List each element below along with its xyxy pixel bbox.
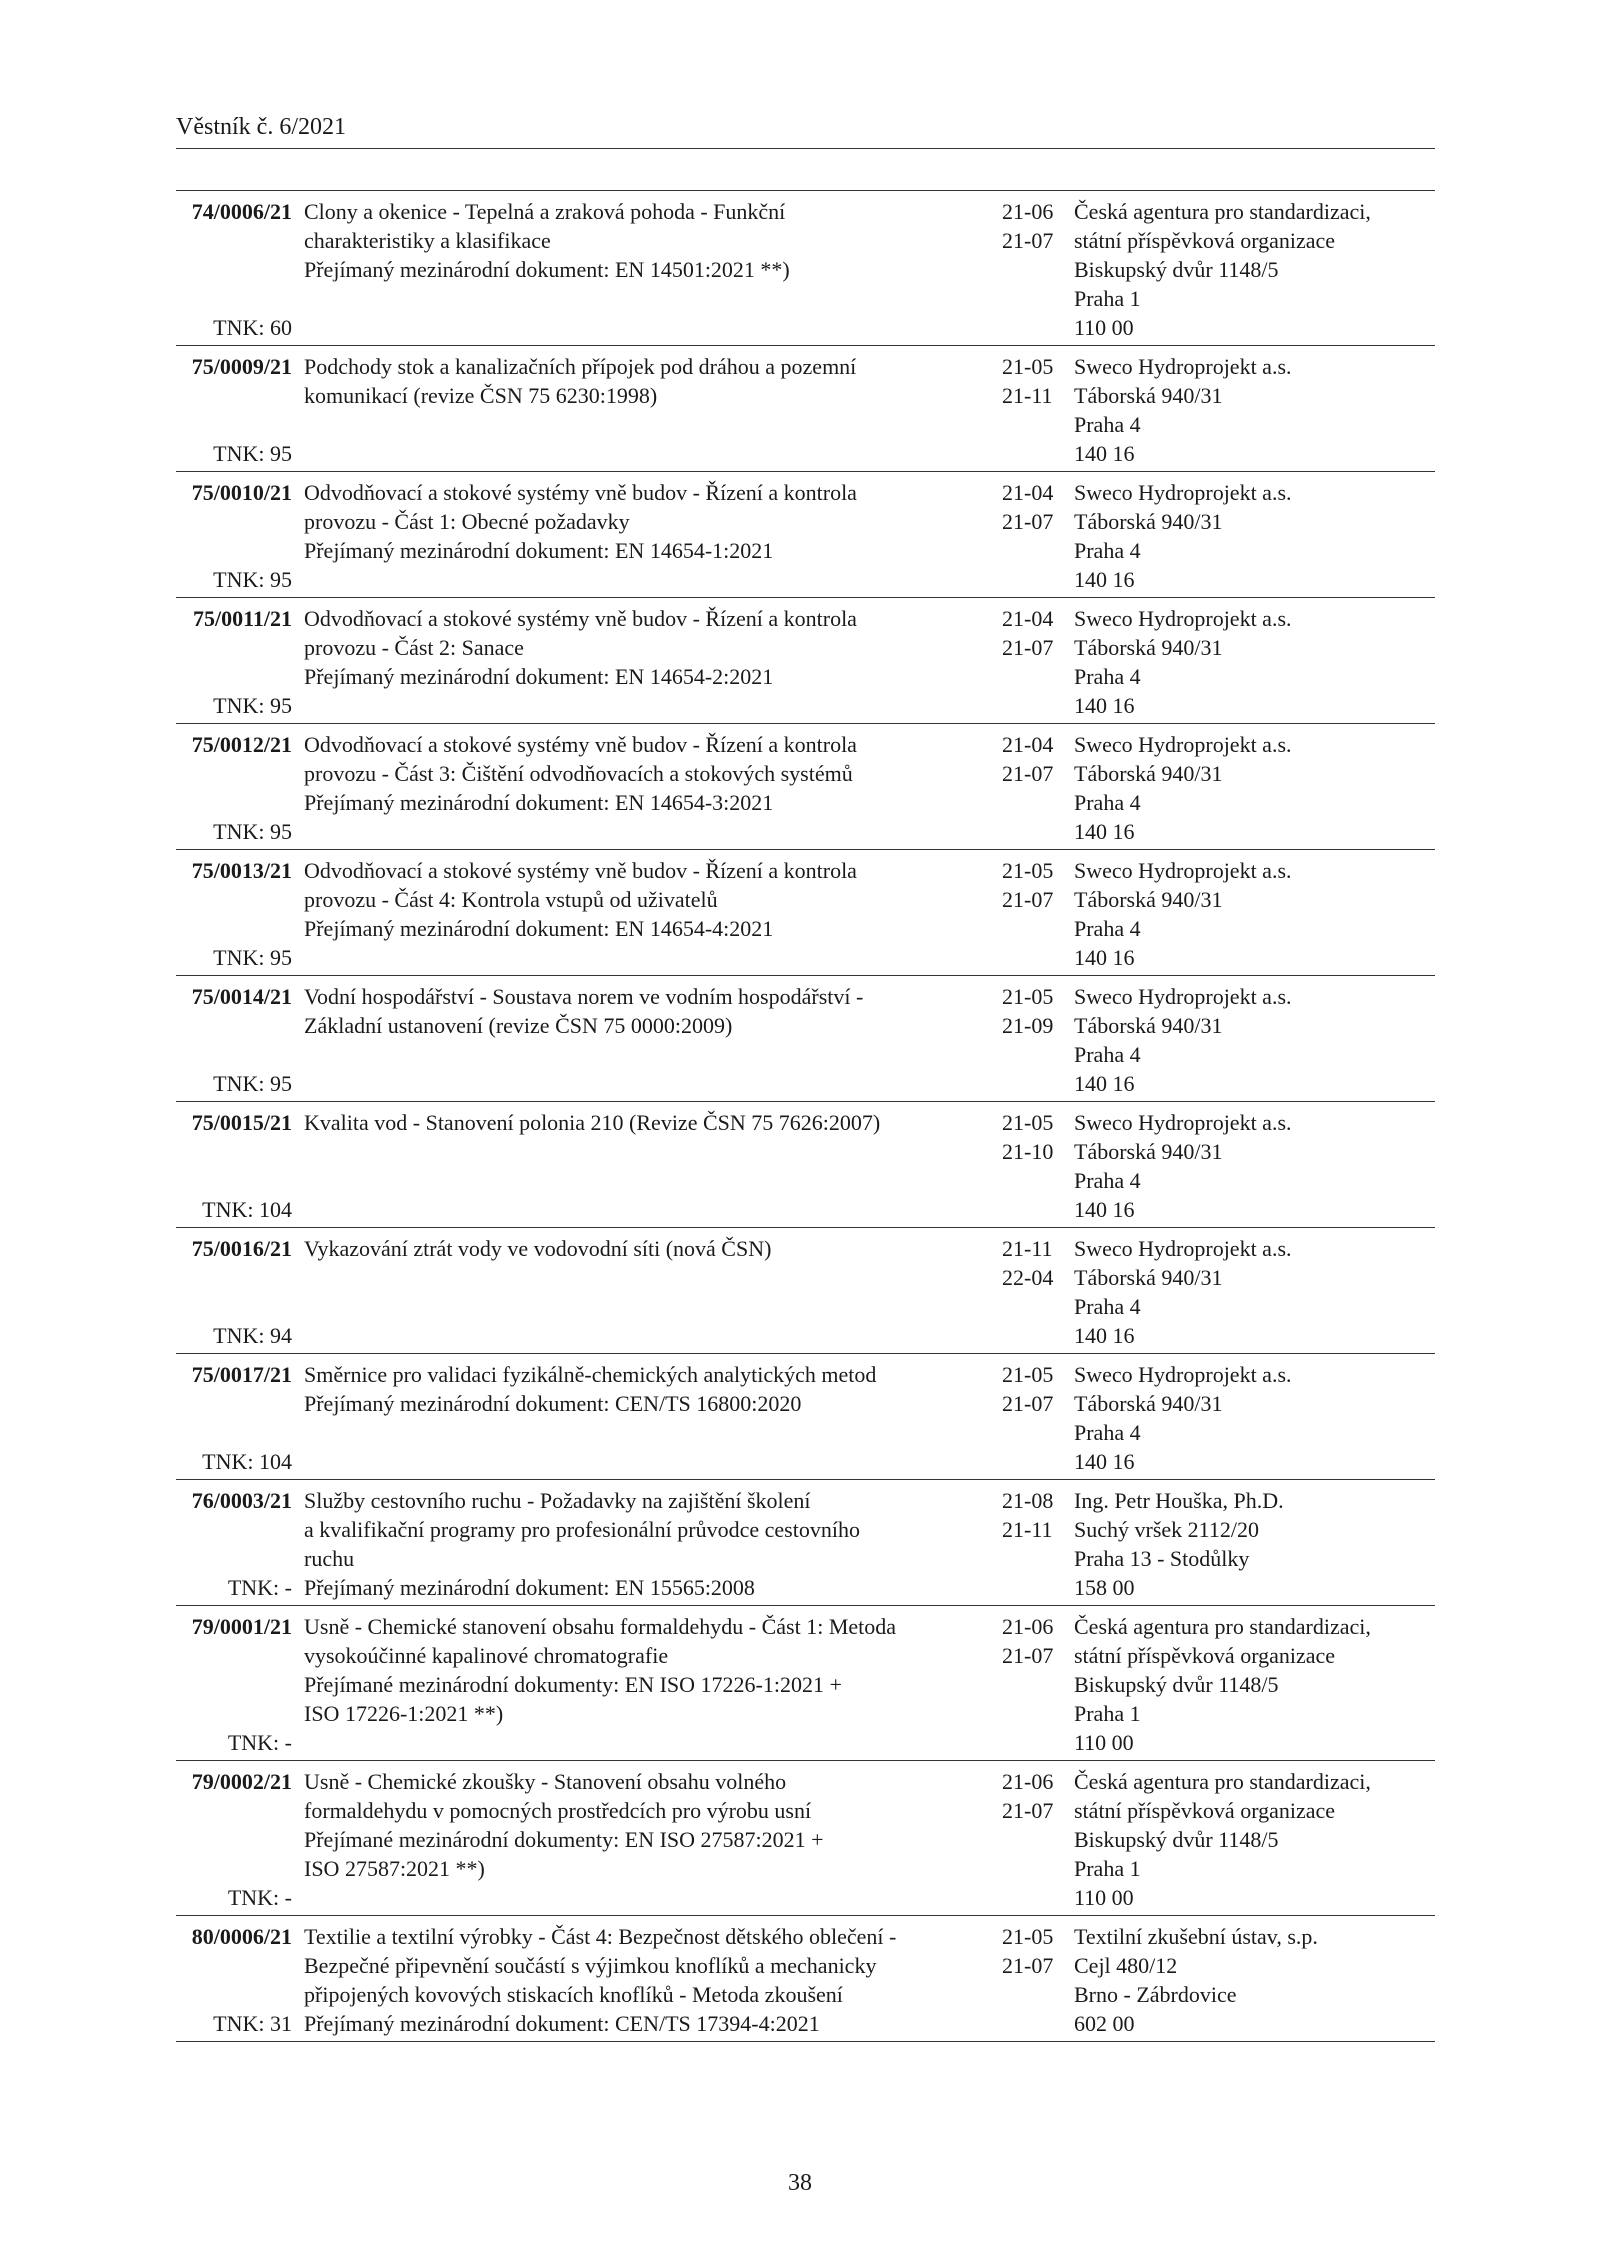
title-cell [304,1234,984,1350]
title-line: ISO 17226-1:2021 **) [304,1701,504,1726]
date-line: 21-06 [1002,1614,1054,1639]
title-line: Přejímaný mezinárodní dokument: CEN/TS 17394-4:2021 [304,2011,820,2036]
org-line: Táborská 940/31 [1074,887,1223,912]
tnk-label: TNK: 95 [213,441,292,466]
dates-cell [984,1486,1074,1602]
table-row [176,976,1435,1102]
org-line: 110 00 [1074,1885,1134,1910]
table-row [176,1480,1435,1606]
date-line: 21-10 [1002,1139,1054,1164]
title-line: provozu - Část 2: Sanace [304,635,524,660]
date-line: 21-04 [1002,606,1054,631]
title-line: charakteristiky a klasifikace [304,228,551,253]
org-line: Praha 1 [1074,1856,1141,1881]
date-line: 22-04 [1002,1265,1054,1290]
title-cell [304,352,984,468]
standard-number: 75/0010/21 [191,480,292,505]
title-line: formaldehydu v pomocných prostředcích pro výrobu usní [304,1798,812,1823]
organization-cell [1074,604,1435,720]
org-line: Táborská 940/31 [1074,509,1223,534]
tnk-label: TNK: 95 [213,567,292,592]
table-row [176,191,1435,346]
dates-cell [984,1612,1074,1757]
dates-cell [984,478,1074,594]
title-line: Odvodňovací a stokové systémy vně budov - Řízení a kontrola [304,480,857,505]
number-cell [176,1234,304,1350]
tnk-label: TNK: 95 [213,1071,292,1096]
org-line: Praha 4 [1074,916,1141,941]
number-cell [176,856,304,972]
date-line: 21-07 [1002,228,1054,253]
number-cell [176,1486,304,1602]
title-line: Přejímané mezinárodní dokumenty: EN ISO 17226-1:2021 + [304,1672,842,1697]
tnk-label: TNK: 95 [213,945,292,970]
org-line: Česká agentura pro standardizaci, [1074,1769,1371,1794]
dates-cell [984,1360,1074,1476]
org-line: Praha 4 [1074,1042,1141,1067]
org-line: Ing. Petr Houška, Ph.D. [1074,1488,1284,1513]
org-line: 140 16 [1074,693,1135,718]
table-row [176,1916,1435,2042]
number-cell [176,604,304,720]
org-line: Brno - Zábrdovice [1074,1982,1237,2007]
title-line: Přejímaný mezinárodní dokument: EN 14654-3:2021 [304,790,774,815]
org-line: Textilní zkušební ústav, s.p. [1074,1924,1318,1949]
date-line: 21-11 [1002,383,1053,408]
title-line: připojených kovových stiskacích knoflíků - Metoda zkoušení [304,1982,843,2007]
title-cell [304,856,984,972]
standard-number: 75/0017/21 [191,1362,292,1387]
org-line: 110 00 [1074,1730,1134,1755]
organization-cell [1074,352,1435,468]
title-line: Přejímaný mezinárodní dokument: CEN/TS 16800:2020 [304,1391,802,1416]
table-row [176,1102,1435,1228]
page-header [176,112,1435,149]
org-line: Praha 4 [1074,538,1141,563]
org-line: Praha 4 [1074,1294,1141,1319]
organization-cell [1074,1767,1435,1912]
org-line: Sweco Hydroprojekt a.s. [1074,1236,1292,1261]
number-cell [176,1108,304,1224]
number-cell [176,1922,304,2038]
tnk-label: TNK: 104 [202,1449,292,1474]
title-line: Odvodňovací a stokové systémy vně budov - Řízení a kontrola [304,858,857,883]
dates-cell [984,1108,1074,1224]
dates-cell [984,1922,1074,2038]
date-line: 21-07 [1002,1953,1054,1978]
table-row [176,850,1435,976]
org-line: 140 16 [1074,567,1135,592]
title-line: Kvalita vod - Stanovení polonia 210 (Revize ČSN 75 7626:2007) [304,1110,881,1135]
title-cell [304,1360,984,1476]
title-line: Podchody stok a kanalizačních přípojek pod dráhou a pozemní [304,354,857,379]
organization-cell [1074,1234,1435,1350]
date-line: 21-04 [1002,480,1054,505]
title-line: a kvalifikační programy pro profesionální průvodce cestovního [304,1517,860,1542]
title-line: Vodní hospodářství - Soustava norem ve vodním hospodářství - [304,984,864,1009]
table-row [176,1606,1435,1761]
title-line: komunikací (revize ČSN 75 6230:1998) [304,383,658,408]
title-line: Přejímaný mezinárodní dokument: EN 14654-4:2021 [304,916,774,941]
org-line: Česká agentura pro standardizaci, [1074,1614,1371,1639]
number-cell [176,982,304,1098]
org-line: státní příspěvková organizace [1074,1798,1336,1823]
dates-cell [984,730,1074,846]
tnk-label: TNK: - [227,1885,292,1910]
title-line: provozu - Část 3: Čištění odvodňovacích a stokových systémů [304,761,853,786]
title-line: Směrnice pro validaci fyzikálně-chemických analytických metod [304,1362,877,1387]
table-row [176,472,1435,598]
standard-number: 74/0006/21 [191,199,292,224]
dates-cell [984,604,1074,720]
title-line: Přejímaný mezinárodní dokument: EN 15565:2008 [304,1575,755,1600]
org-line: Táborská 940/31 [1074,761,1223,786]
title-cell [304,982,984,1098]
org-line: 140 16 [1074,1071,1135,1096]
date-line: 21-05 [1002,1110,1054,1135]
table-row [176,1761,1435,1916]
page-number: 38 [788,2170,812,2196]
organization-cell [1074,1108,1435,1224]
org-line: státní příspěvková organizace [1074,228,1336,253]
date-line: 21-07 [1002,635,1054,660]
table-row [176,1354,1435,1480]
organization-cell [1074,856,1435,972]
date-line: 21-07 [1002,761,1054,786]
title-line: provozu - Část 1: Obecné požadavky [304,509,630,534]
number-cell [176,730,304,846]
title-line: Přejímaný mezinárodní dokument: EN 14654-2:2021 [304,664,774,689]
title-line: Přejímaný mezinárodní dokument: EN 14501:2021 **) [304,257,790,282]
org-line: Táborská 940/31 [1074,635,1223,660]
org-line: 140 16 [1074,1323,1135,1348]
org-line: Biskupský dvůr 1148/5 [1074,1672,1279,1697]
organization-cell [1074,197,1435,342]
title-line: ISO 27587:2021 **) [304,1856,485,1881]
org-line: Praha 4 [1074,1168,1141,1193]
org-line: 140 16 [1074,1449,1135,1474]
title-cell [304,1486,984,1602]
standard-number: 75/0009/21 [191,354,292,379]
title-cell [304,478,984,594]
org-line: Sweco Hydroprojekt a.s. [1074,480,1292,505]
date-line: 21-05 [1002,1362,1054,1387]
dates-cell [984,982,1074,1098]
org-line: Sweco Hydroprojekt a.s. [1074,858,1292,883]
date-line: 21-05 [1002,354,1054,379]
org-line: Táborská 940/31 [1074,1013,1223,1038]
standard-number: 79/0002/21 [191,1769,292,1794]
dates-cell [984,856,1074,972]
date-line: 21-07 [1002,887,1054,912]
number-cell [176,197,304,342]
organization-cell [1074,1612,1435,1757]
table-row [176,346,1435,472]
title-line: Služby cestovního ruchu - Požadavky na zajištění školení [304,1488,811,1513]
standard-number: 75/0016/21 [191,1236,292,1261]
date-line: 21-07 [1002,1643,1054,1668]
date-line: 21-11 [1002,1517,1053,1542]
org-line: 140 16 [1074,441,1135,466]
org-line: Sweco Hydroprojekt a.s. [1074,1362,1292,1387]
table-row [176,724,1435,850]
tnk-label: TNK: - [227,1730,292,1755]
tnk-label: TNK: 60 [213,315,292,340]
org-line: 602 00 [1074,2011,1135,2036]
org-line: Biskupský dvůr 1148/5 [1074,257,1279,282]
dates-cell [984,352,1074,468]
org-line: 140 16 [1074,819,1135,844]
dates-cell [984,197,1074,342]
title-line: Přejímaný mezinárodní dokument: EN 14654-1:2021 [304,538,774,563]
org-line: 110 00 [1074,315,1134,340]
standard-number: 75/0011/21 [192,606,292,631]
title-cell [304,604,984,720]
date-line: 21-06 [1002,1769,1054,1794]
number-cell [176,352,304,468]
date-line: 21-05 [1002,858,1054,883]
title-line: Odvodňovací a stokové systémy vně budov - Řízení a kontrola [304,606,857,631]
number-cell [176,1612,304,1757]
org-line: Táborská 940/31 [1074,383,1223,408]
org-line: státní příspěvková organizace [1074,1643,1336,1668]
date-line: 21-07 [1002,509,1054,534]
org-line: Praha 4 [1074,664,1141,689]
org-line: Sweco Hydroprojekt a.s. [1074,354,1292,379]
standard-number: 79/0001/21 [191,1614,292,1639]
tnk-label: TNK: 94 [213,1323,292,1348]
org-line: Praha 4 [1074,790,1141,815]
organization-cell [1074,478,1435,594]
org-line: Biskupský dvůr 1148/5 [1074,1827,1279,1852]
date-line: 21-04 [1002,732,1054,757]
title-line: Usně - Chemické zkoušky - Stanovení obsahu volného [304,1769,787,1794]
title-line: Vykazování ztrát vody ve vodovodní síti (nová ČSN) [304,1236,772,1261]
org-line: Táborská 940/31 [1074,1391,1223,1416]
org-line: Praha 1 [1074,1701,1141,1726]
org-line: Sweco Hydroprojekt a.s. [1074,984,1292,1009]
table-row [176,1228,1435,1354]
number-cell [176,478,304,594]
organization-cell [1074,1486,1435,1602]
date-line: 21-05 [1002,1924,1054,1949]
date-line: 21-05 [1002,984,1054,1009]
org-line: Praha 13 - Stodůlky [1074,1546,1250,1571]
journal-title: Věstník č. 6/2021 [176,114,346,140]
org-line: 140 16 [1074,945,1135,970]
org-line: Táborská 940/31 [1074,1139,1223,1164]
title-line: Textilie a textilní výrobky - Část 4: Bezpečnost dětského oblečení - [304,1924,897,1949]
organization-cell [1074,1360,1435,1476]
org-line: Praha 4 [1074,412,1141,437]
date-line: 21-07 [1002,1391,1054,1416]
org-line: 158 00 [1074,1575,1135,1600]
date-line: 21-06 [1002,199,1054,224]
standard-number: 75/0014/21 [191,984,292,1009]
date-line: 21-09 [1002,1013,1054,1038]
standard-number: 76/0003/21 [191,1488,292,1513]
org-line: Česká agentura pro standardizaci, [1074,199,1371,224]
title-line: Usně - Chemické stanovení obsahu formaldehydu - Část 1: Metoda [304,1614,897,1639]
title-cell [304,1767,984,1912]
tnk-label: TNK: 95 [213,819,292,844]
organization-cell [1074,982,1435,1098]
title-cell [304,1922,984,2038]
dates-cell [984,1234,1074,1350]
org-line: 140 16 [1074,1197,1135,1222]
title-line: ruchu [304,1546,355,1571]
tnk-label: TNK: - [227,1575,292,1600]
organization-cell [1074,730,1435,846]
title-line: Odvodňovací a stokové systémy vně budov - Řízení a kontrola [304,732,857,757]
title-cell [304,197,984,342]
title-cell [304,1108,984,1224]
title-line: Clony a okenice - Tepelná a zraková pohoda - Funkční [304,199,786,224]
title-line: Bezpečné připevnění součástí s výjimkou knoflíků a mechanicky [304,1953,877,1978]
standards-table [176,190,1435,2042]
organization-cell [1074,1922,1435,2038]
title-line: Přejímané mezinárodní dokumenty: EN ISO 27587:2021 + [304,1827,824,1852]
date-line: 21-08 [1002,1488,1054,1513]
dates-cell [984,1767,1074,1912]
standard-number: 75/0013/21 [191,858,292,883]
org-line: Suchý vršek 2112/20 [1074,1517,1259,1542]
standard-number: 80/0006/21 [191,1924,292,1949]
org-line: Praha 1 [1074,286,1141,311]
org-line: Sweco Hydroprojekt a.s. [1074,732,1292,757]
title-line: Základní ustanovení (revize ČSN 75 0000:2009) [304,1013,733,1038]
org-line: Praha 4 [1074,1420,1141,1445]
title-cell [304,1612,984,1757]
tnk-label: TNK: 31 [213,2011,292,2036]
title-line: provozu - Část 4: Kontrola vstupů od uživatelů [304,887,718,912]
date-line: 21-11 [1002,1236,1053,1261]
title-line: vysokoúčinné kapalinové chromatografie [304,1643,669,1668]
date-line: 21-07 [1002,1798,1054,1823]
tnk-label: TNK: 104 [202,1197,292,1222]
org-line: Sweco Hydroprojekt a.s. [1074,1110,1292,1135]
number-cell [176,1360,304,1476]
org-line: Sweco Hydroprojekt a.s. [1074,606,1292,631]
title-cell [304,730,984,846]
org-line: Táborská 940/31 [1074,1265,1223,1290]
tnk-label: TNK: 95 [213,693,292,718]
standard-number: 75/0012/21 [191,732,292,757]
table-row [176,598,1435,724]
standard-number: 75/0015/21 [191,1110,292,1135]
org-line: Cejl 480/12 [1074,1953,1178,1978]
number-cell [176,1767,304,1912]
